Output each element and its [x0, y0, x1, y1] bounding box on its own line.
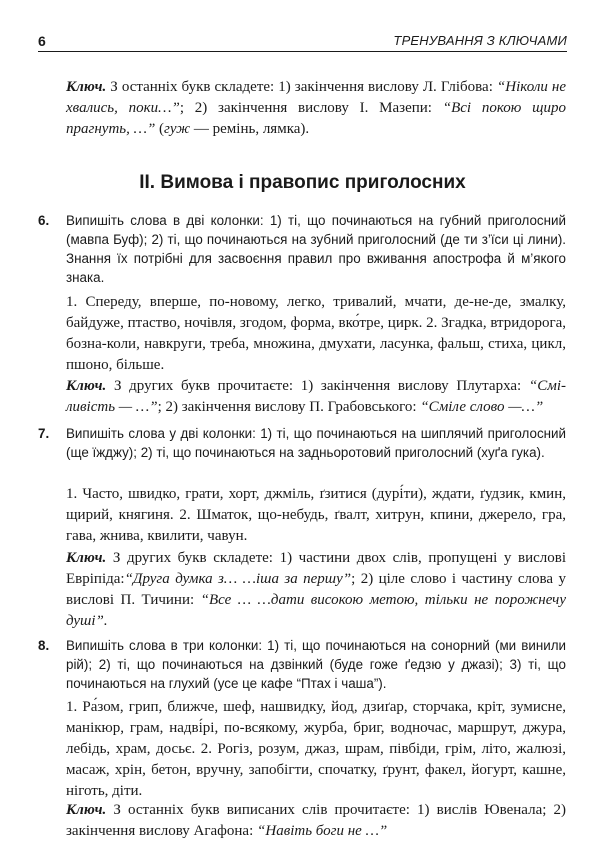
task-8-key: Ключ. З останніх букв виписаних слів прочитаєте: 1) вислів Ювенала; 2) закінчення вислову Агафона: “Навіть боги не …” [66, 802, 566, 839]
page-number: 6 [38, 33, 46, 49]
task-7 [38, 424, 566, 462]
task-instruction: Випишіть слова в три колонки: 1) ті, що починаються на сонорний (ми винили рій); 2) ті, що починаються на дзвінкий (буде гоже ґедзю у джазі); 3) ті, що починаються на глухий (усе це кафе “Птах і чаша”). [66, 638, 566, 691]
task-instruction: Випишіть слова в дві колонки: 1) ті, що починаються на губний приголосний (мавпа Буф); 2) ті, що починаються на зубний приголосний (де ти з’їси ці лини). Знання їх потрібні для засвоєння правил про вживання апострофа й м’якого знака. [66, 213, 566, 285]
task-6-word-list: 1. Спереду, вперше, по-новому, легко, тривалий, мчати, де-не-де, змалку, байдуже, птаство, ночівля, згодом, форма, вко́тре, цирк. 2. Згадка, втридорога, бозна-коли, навкруги, треба, множина, дмухати, ласунка, фальш, стиха, цикл, пшоно, більше. [66, 294, 566, 373]
key-label: Ключ. [66, 802, 107, 818]
task-number: 8. [38, 638, 50, 653]
task-6-key: Ключ. З других букв прочитаєте: 1) закінчення вислову Плутарха: “Сміливість — …”; 2) закінчення вислову П. Грабовського: “Сміле слово —…” [66, 378, 566, 415]
task-8-word-list: 1. Ра́зом, грип, ближче, шеф, нашвидку, йод, дзиґар, сторчака, кріт, зумисне, манікюр, грам, надві́рі, по-всякому, журба, бриг, водночас, маршрут, джура, лебідь, храм, досьє. 2. Рогіз, розум, джаз, шрам, півбіди, грім, літо, жалюзі, масаж, хрін, бетон, вручну, запобігти, спочатку, ґрунт, факел, йогурт, кашне, ніготь, діти. [66, 699, 566, 799]
running-title: ТРЕНУВАННЯ З КЛЮЧАМИ [393, 33, 567, 48]
task-instruction: Випишіть слова у дві колонки: 1) ті, що починаються на шиплячий приголосний (ще їжджу); 2) ті, що починаються на задньоротовий приголосний (хуґа гука). [66, 426, 566, 460]
task-6 [38, 211, 566, 287]
task-number: 6. [38, 213, 50, 228]
intro-key-paragraph: Ключ. З останніх букв складете: 1) закінчення вислову Л. Глібова: “Ніколи не хвались, поки…”; 2) закінчення вислову І. Мазепи: “Всі покою щиро прагнуть, …” (гуж — ремінь, лямка). [66, 79, 566, 137]
key-label: Ключ. [66, 79, 107, 95]
task-7-key: Ключ. З других букв складете: 1) частини двох слів, пропущені у вислові Евріпіда:“Друга думка з… …іша за першу”; 2) ціле слово і частину слова у вислові П. Тичини: “Все … …дати високою метою, тільки не порожнечу душі”. [66, 550, 566, 629]
task-7-word-list: 1. Часто, швидко, грати, хорт, джміль, ґзитися (дурі́ти), ждати, ґудзик, кмин, щирий, княгиня. 2. Шматок, що-небудь, ґвалт, хитрун, кпини, джерело, гра, гава, жнива, квилити, чавун. [66, 486, 566, 544]
key-label: Ключ. [66, 378, 107, 394]
section-title: ІІ. Вимова і правопис приголосних [139, 172, 466, 193]
key-label: Ключ. [66, 550, 107, 566]
task-8 [38, 636, 566, 693]
task-number: 7. [38, 426, 50, 441]
running-header [38, 31, 567, 52]
